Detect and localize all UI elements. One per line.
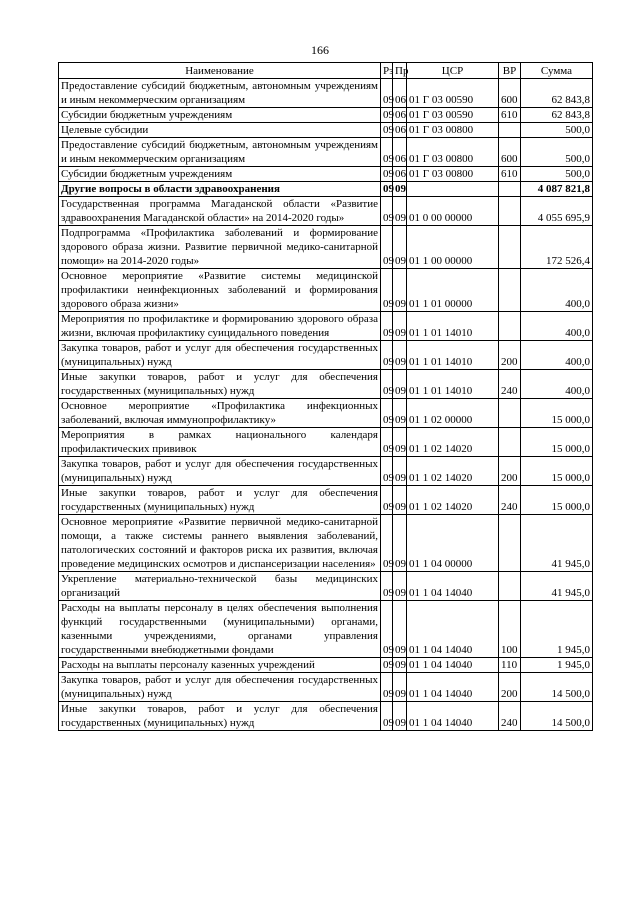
cell-csr: 01 1 04 14040 [407,673,499,702]
cell-sum: 400,0 [521,269,593,312]
cell-vr [499,182,521,197]
cell-pr: 09 [393,702,407,731]
cell-name: Расходы на выплаты персоналу в целях обеспечения выполнения функций государственными (муниципальными) органами, казенными учреждениями, органами управления государственными внебюджетными фондами [59,601,381,658]
cell-sum: 14 500,0 [521,673,593,702]
cell-sum: 400,0 [521,312,593,341]
header-sum: Сумма [521,63,593,79]
cell-csr: 01 Г 03 00800 [407,167,499,182]
cell-pr: 06 [393,79,407,108]
budget-table [58,62,593,731]
cell-vr: 200 [499,341,521,370]
cell-csr: 01 1 00 00000 [407,226,499,269]
cell-vr [499,515,521,572]
cell-name: Расходы на выплаты персоналу казенных учреждений [59,658,381,673]
cell-pr: 09 [393,312,407,341]
cell-pr: 09 [393,428,407,457]
cell-csr: 01 1 04 14040 [407,572,499,601]
cell-csr: 01 1 04 14040 [407,658,499,673]
cell-name: Целевые субсидии [59,123,381,138]
cell-pr: 09 [393,226,407,269]
cell-name: Мероприятия в рамках национального календаря профилактических прививок [59,428,381,457]
table-row [59,515,593,572]
cell-vr [499,399,521,428]
cell-sum: 500,0 [521,167,593,182]
table-row [59,601,593,658]
cell-pr: 09 [393,658,407,673]
cell-rz: 09 [381,138,393,167]
header-vr: ВР [499,63,521,79]
cell-csr: 01 1 01 14010 [407,370,499,399]
cell-pr: 06 [393,108,407,123]
cell-vr: 100 [499,601,521,658]
cell-pr: 06 [393,123,407,138]
cell-pr: 09 [393,515,407,572]
cell-rz: 09 [381,226,393,269]
table-header [59,63,593,79]
table-row [59,457,593,486]
header-row [59,63,593,79]
cell-rz: 09 [381,79,393,108]
cell-sum: 15 000,0 [521,399,593,428]
cell-sum: 41 945,0 [521,515,593,572]
cell-vr: 240 [499,486,521,515]
cell-vr [499,226,521,269]
cell-sum: 62 843,8 [521,79,593,108]
table-row [59,269,593,312]
cell-vr: 600 [499,138,521,167]
cell-rz: 09 [381,515,393,572]
cell-pr: 09 [393,601,407,658]
cell-name: Субсидии бюджетным учреждениям [59,108,381,123]
table-row [59,399,593,428]
cell-name: Укрепление материально-технической базы медицинских организаций [59,572,381,601]
cell-vr [499,312,521,341]
cell-csr: 01 Г 03 00800 [407,138,499,167]
table-row [59,108,593,123]
cell-csr: 01 1 01 14010 [407,312,499,341]
cell-rz: 09 [381,197,393,226]
table-row [59,123,593,138]
cell-sum: 14 500,0 [521,702,593,731]
table-row [59,673,593,702]
cell-rz: 09 [381,428,393,457]
header-rz: Рз [381,63,393,79]
cell-vr: 600 [499,79,521,108]
cell-rz: 09 [381,486,393,515]
cell-sum: 15 000,0 [521,428,593,457]
table-row [59,370,593,399]
cell-pr: 09 [393,269,407,312]
table-row [59,658,593,673]
cell-name: Государственная программа Магаданской области «Развитие здравоохранения Магаданской области» на 2014-2020 годы» [59,197,381,226]
cell-csr: 01 1 04 00000 [407,515,499,572]
header-pr: Пр [393,63,407,79]
cell-pr: 06 [393,138,407,167]
cell-vr: 200 [499,673,521,702]
page-number: 166 [311,43,329,57]
cell-csr: 01 1 01 00000 [407,269,499,312]
table-row [59,79,593,108]
table-row [59,486,593,515]
cell-sum: 4 055 695,9 [521,197,593,226]
cell-vr [499,197,521,226]
cell-vr [499,428,521,457]
cell-name: Закупка товаров, работ и услуг для обеспечения государственных (муниципальных) нужд [59,673,381,702]
cell-sum: 15 000,0 [521,457,593,486]
table-row [59,341,593,370]
cell-pr: 09 [393,341,407,370]
cell-sum: 15 000,0 [521,486,593,515]
cell-sum: 1 945,0 [521,601,593,658]
cell-vr: 110 [499,658,521,673]
cell-vr [499,572,521,601]
cell-pr: 06 [393,167,407,182]
cell-sum: 1 945,0 [521,658,593,673]
cell-name: Субсидии бюджетным учреждениям [59,167,381,182]
cell-vr: 200 [499,457,521,486]
cell-rz: 09 [381,370,393,399]
cell-rz: 09 [381,108,393,123]
cell-name: Основное мероприятие «Развитие системы медицинской профилактики неинфекционных заболеваний и формирования здорового образа жизни» [59,269,381,312]
cell-sum: 41 945,0 [521,572,593,601]
cell-pr: 09 [393,370,407,399]
cell-pr: 09 [393,182,407,197]
table-row [59,167,593,182]
cell-name: Закупка товаров, работ и услуг для обеспечения государственных (муниципальных) нужд [59,341,381,370]
cell-rz: 09 [381,269,393,312]
table-row [59,428,593,457]
table-row [59,182,593,197]
cell-csr: 01 1 02 14020 [407,457,499,486]
cell-pr: 09 [393,486,407,515]
cell-name: Подпрограмма «Профилактика заболеваний и формирование здорового образа жизни. Развитие первичной медико-санитарной помощи» на 2014-2020 годы» [59,226,381,269]
cell-csr: 01 Г 03 00800 [407,123,499,138]
cell-pr: 09 [393,572,407,601]
header-csr: ЦСР [407,63,499,79]
table-row [59,702,593,731]
cell-rz: 09 [381,182,393,197]
cell-pr: 09 [393,457,407,486]
cell-sum: 500,0 [521,138,593,167]
cell-rz: 09 [381,123,393,138]
header-name: Наименование [59,63,381,79]
cell-csr [407,182,499,197]
cell-sum: 62 843,8 [521,108,593,123]
cell-sum: 172 526,4 [521,226,593,269]
cell-name: Предоставление субсидий бюджетным, автономным учреждениям и иным некоммерческим организациям [59,138,381,167]
cell-csr: 01 1 04 14040 [407,702,499,731]
cell-name: Предоставление субсидий бюджетным, автономным учреждениям и иным некоммерческим организациям [59,79,381,108]
cell-rz: 09 [381,658,393,673]
cell-vr: 240 [499,370,521,399]
cell-rz: 09 [381,702,393,731]
cell-csr: 01 Г 03 00590 [407,79,499,108]
cell-rz: 09 [381,601,393,658]
table-row [59,138,593,167]
cell-name: Другие вопросы в области здравоохранения [59,182,381,197]
cell-csr: 01 1 04 14040 [407,601,499,658]
cell-sum: 500,0 [521,123,593,138]
cell-name: Закупка товаров, работ и услуг для обеспечения государственных (муниципальных) нужд [59,457,381,486]
cell-rz: 09 [381,312,393,341]
cell-name: Основное мероприятие «Профилактика инфекционных заболеваний, включая иммунопрофилактику» [59,399,381,428]
cell-rz: 09 [381,457,393,486]
table-row [59,197,593,226]
cell-csr: 01 Г 03 00590 [407,108,499,123]
cell-pr: 09 [393,673,407,702]
cell-rz: 09 [381,167,393,182]
cell-vr [499,123,521,138]
cell-sum: 4 087 821,8 [521,182,593,197]
table-row [59,572,593,601]
table-body [59,79,593,731]
cell-name: Мероприятия по профилактике и формированию здорового образа жизни, включая профилактику суицидального поведения [59,312,381,341]
cell-rz: 09 [381,399,393,428]
cell-rz: 09 [381,572,393,601]
cell-name: Иные закупки товаров, работ и услуг для обеспечения государственных (муниципальных) нужд [59,702,381,731]
table-row [59,312,593,341]
cell-rz: 09 [381,673,393,702]
cell-name: Иные закупки товаров, работ и услуг для обеспечения государственных (муниципальных) нужд [59,486,381,515]
cell-vr [499,269,521,312]
cell-vr: 240 [499,702,521,731]
cell-vr: 610 [499,167,521,182]
cell-name: Основное мероприятие «Развитие первичной медико-санитарной помощи, а также системы раннего выявления заболеваний, патологических состояний и факторов риска их развития, включая проведение медицинских осмотров и диспансеризации населения» [59,515,381,572]
cell-sum: 400,0 [521,370,593,399]
table-row [59,226,593,269]
cell-pr: 09 [393,197,407,226]
cell-rz: 09 [381,341,393,370]
cell-csr: 01 1 01 14010 [407,341,499,370]
cell-csr: 01 1 02 00000 [407,399,499,428]
cell-csr: 01 0 00 00000 [407,197,499,226]
cell-sum: 400,0 [521,341,593,370]
cell-csr: 01 1 02 14020 [407,428,499,457]
cell-pr: 09 [393,399,407,428]
cell-csr: 01 1 02 14020 [407,486,499,515]
cell-vr: 610 [499,108,521,123]
cell-name: Иные закупки товаров, работ и услуг для обеспечения государственных (муниципальных) нужд [59,370,381,399]
